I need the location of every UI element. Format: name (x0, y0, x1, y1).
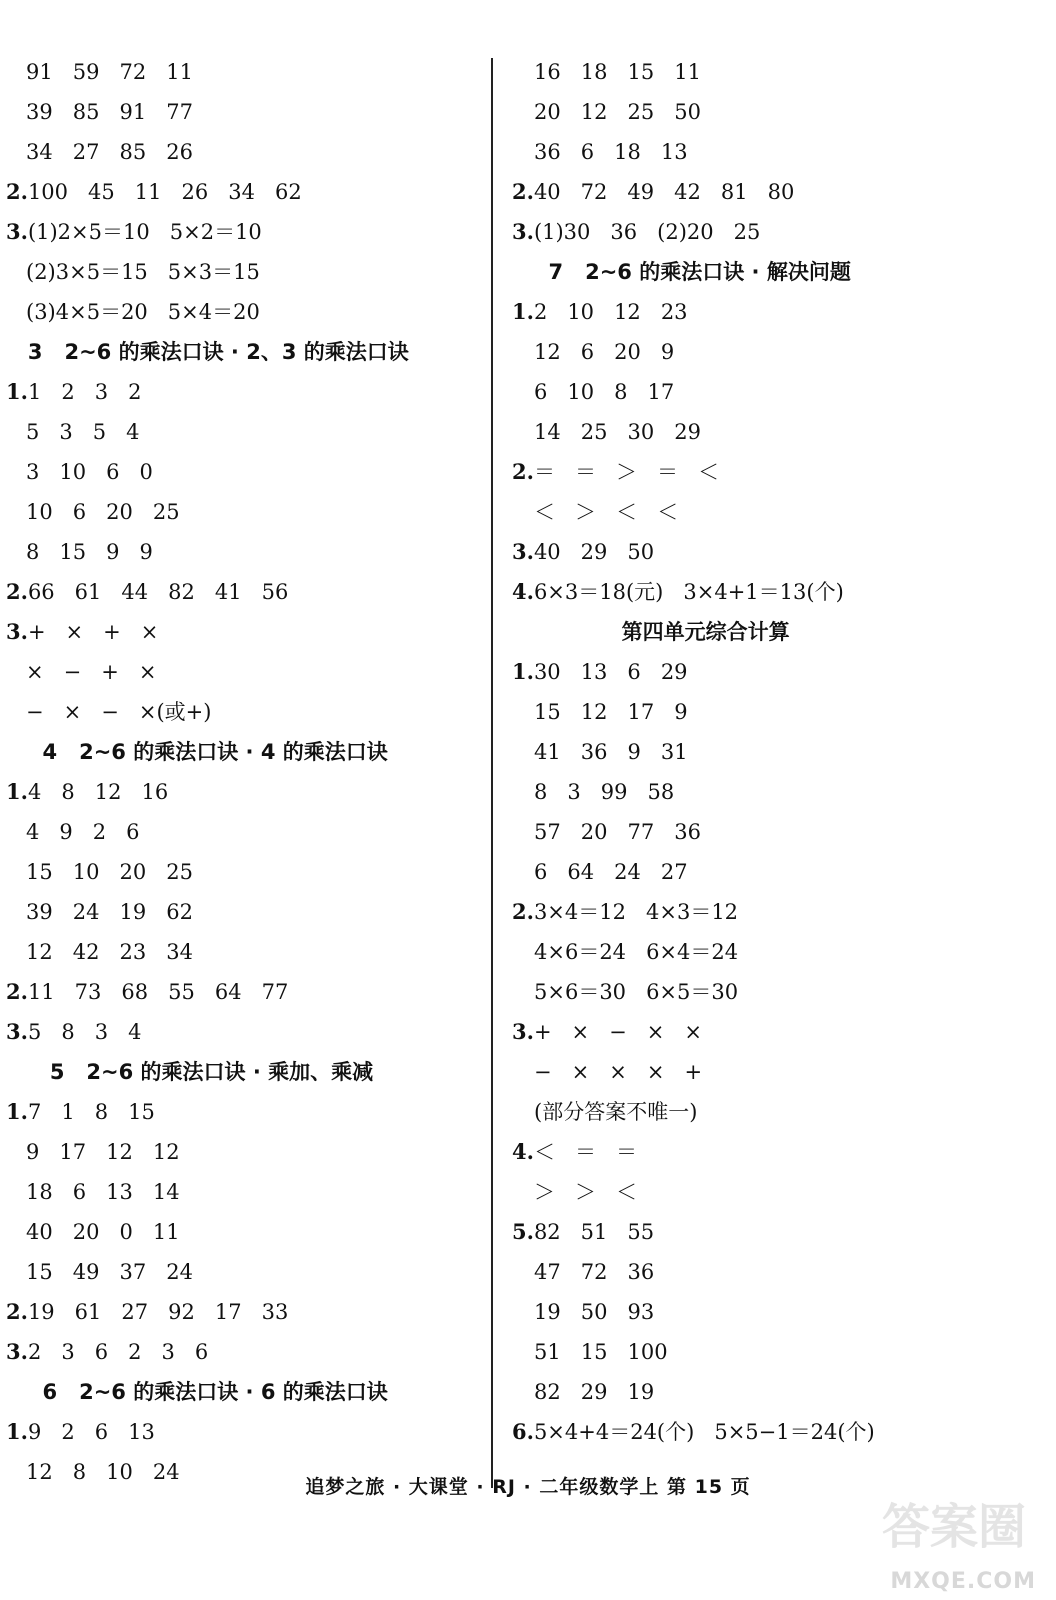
item-number: 1. (6, 779, 28, 804)
answer-row: 14 25 30 29 (534, 420, 701, 444)
item-number: 4. (512, 1139, 534, 1164)
answer-row: 40 20 0 11 (26, 1220, 180, 1244)
item-number: 2. (512, 179, 534, 204)
answer-item (512, 212, 1032, 252)
answer-row: 15 12 17 9 (534, 700, 688, 724)
section-heading: 4 2~6 的乘法口诀 · 4 的乘法口诀 (6, 740, 388, 764)
answer-item (6, 1332, 476, 1372)
answer-item (6, 1292, 476, 1332)
item-number: 4. (512, 579, 534, 604)
answer-item (6, 1092, 476, 1132)
answer-item (6, 1012, 476, 1052)
answer-item (512, 572, 1032, 612)
item-answers: 40 72 49 42 81 80 (533, 180, 795, 204)
section-heading: 7 2~6 的乘法口诀 · 解决问题 (512, 260, 851, 284)
item-answers: 2 3 6 2 3 6 (27, 1340, 209, 1364)
item-number: 2. (6, 179, 28, 204)
answer-item (6, 772, 476, 812)
answer-row: × − + × (26, 660, 157, 684)
item-answers: 9 2 6 13 (27, 1420, 155, 1444)
column-divider (491, 58, 493, 1488)
item-answers: 30 13 6 29 (533, 660, 688, 684)
answer-row: (2)3×5＝15 5×3＝15 (26, 260, 260, 284)
answer-row: 5×6＝30 6×5＝30 (534, 980, 739, 1004)
item-number: 5. (512, 1219, 534, 1244)
item-number: 3. (6, 1339, 28, 1364)
answer-row: 4×6＝24 6×4＝24 (534, 940, 739, 964)
answer-row: 20 12 25 50 (534, 100, 701, 124)
answer-row: 39 85 91 77 (26, 100, 193, 124)
item-answers: 5×4+4＝24(个) 5×5−1＝24(个) (533, 1420, 875, 1444)
answer-item (6, 212, 476, 252)
answer-row: ＜ ＞ ＜ ＜ (534, 500, 679, 524)
answer-row: 36 6 18 13 (534, 140, 688, 164)
item-answers: + × + × (27, 620, 159, 644)
item-number: 2. (6, 1299, 28, 1324)
item-number: 3. (512, 539, 534, 564)
answer-row: 4 9 2 6 (26, 820, 140, 844)
item-answers: ＝ ＝ ＞ ＝ ＜ (533, 460, 720, 484)
answer-row: 12 42 23 34 (26, 940, 193, 964)
item-number: 2. (6, 979, 28, 1004)
item-answers: + × − × × (533, 1020, 703, 1044)
item-answers: (1)2×5＝10 5×2＝10 (27, 220, 262, 244)
item-number: 2. (6, 579, 28, 604)
answer-row: 6 64 24 27 (534, 860, 688, 884)
answer-item (6, 612, 476, 652)
answer-row: 8 3 99 58 (534, 780, 675, 804)
answer-row: 91 59 72 11 (26, 60, 193, 84)
item-answers: 11 73 68 55 64 77 (27, 980, 289, 1004)
answer-row: 12 8 10 24 (26, 1460, 180, 1484)
item-answers: 1 2 3 2 (27, 380, 142, 404)
answer-row: (部分答案不唯一) (534, 1100, 698, 1124)
item-answers: (1)30 36 (2)20 25 (533, 220, 761, 244)
page-footer: 追梦之旅 · 大课堂 · RJ · 二年级数学上 第 15 页 (305, 1476, 751, 1498)
item-number: 3. (6, 1019, 28, 1044)
item-number: 1. (6, 379, 28, 404)
item-answers: 82 51 55 (533, 1220, 655, 1244)
answer-row: 39 24 19 62 (26, 900, 193, 924)
item-number: 6. (512, 1419, 534, 1444)
answer-row: 6 10 8 17 (534, 380, 675, 404)
item-answers: 7 1 8 15 (27, 1100, 155, 1124)
answer-row: 3 10 6 0 (26, 460, 153, 484)
answer-item (512, 172, 1032, 212)
item-answers: 40 29 50 (533, 540, 655, 564)
item-number: 1. (6, 1419, 28, 1444)
watermark-logo: 答案圈 (881, 1499, 1026, 1555)
answer-row: (3)4×5＝20 5×4＝20 (26, 300, 260, 324)
right-column (512, 52, 1032, 1452)
watermark (866, 1488, 1036, 1598)
item-number: 2. (512, 899, 534, 924)
section-heading: 第四单元综合计算 (512, 620, 790, 644)
answer-row: 8 15 9 9 (26, 540, 153, 564)
answer-item (6, 372, 476, 412)
item-number: 3. (512, 219, 534, 244)
answer-row: − × × × + (534, 1060, 703, 1084)
answer-row: 19 50 93 (534, 1300, 655, 1324)
answer-item (6, 572, 476, 612)
answer-item (512, 1412, 1032, 1452)
item-number: 2. (512, 459, 534, 484)
answer-row: 51 15 100 (534, 1340, 668, 1364)
answer-row: 41 36 9 31 (534, 740, 688, 764)
answer-item (6, 172, 476, 212)
item-number: 3. (6, 619, 28, 644)
answer-row: 9 17 12 12 (26, 1140, 180, 1164)
answer-row: 57 20 77 36 (534, 820, 701, 844)
section-heading: 3 2~6 的乘法口诀 · 2、3 的乘法口诀 (6, 340, 409, 364)
answer-row: ＞ ＞ ＜ (534, 1180, 638, 1204)
section-heading: 6 2~6 的乘法口诀 · 6 的乘法口诀 (6, 1380, 388, 1404)
item-answers: 2 10 12 23 (533, 300, 688, 324)
answer-item (512, 1132, 1032, 1172)
answer-row: 16 18 15 11 (534, 60, 701, 84)
answer-row: 10 6 20 25 (26, 500, 180, 524)
left-column (6, 52, 476, 1492)
answer-row: 15 10 20 25 (26, 860, 193, 884)
item-answers: 4 8 12 16 (27, 780, 169, 804)
answer-row: 34 27 85 26 (26, 140, 193, 164)
item-answers: 100 45 11 26 34 62 (27, 180, 302, 204)
answer-item (6, 972, 476, 1012)
item-answers: 5 8 3 4 (27, 1020, 142, 1044)
answer-row: 5 3 5 4 (26, 420, 140, 444)
item-answers: 6×3＝18(元) 3×4+1＝13(个) (533, 580, 844, 604)
answer-row: − × − ×(或+) (26, 700, 212, 724)
item-answers: 19 61 27 92 17 33 (27, 1300, 289, 1324)
answer-item (512, 1012, 1032, 1052)
watermark-text: MXQE.COM (890, 1569, 1036, 1594)
answer-item (6, 1412, 476, 1452)
item-answers: 66 61 44 82 41 56 (27, 580, 289, 604)
answer-item (512, 452, 1032, 492)
answer-row: 18 6 13 14 (26, 1180, 180, 1204)
item-number: 1. (6, 1099, 28, 1124)
item-answers: 3×4＝12 4×3＝12 (533, 900, 739, 924)
answer-row: 12 6 20 9 (534, 340, 675, 364)
answer-row: 15 49 37 24 (26, 1260, 193, 1284)
answer-item (512, 652, 1032, 692)
section-heading: 5 2~6 的乘法口诀 · 乘加、乘减 (6, 1060, 374, 1084)
answer-item (512, 892, 1032, 932)
answer-row: 82 29 19 (534, 1380, 655, 1404)
item-number: 3. (6, 219, 28, 244)
answer-item (512, 532, 1032, 572)
item-number: 1. (512, 659, 534, 684)
item-answers: ＜ ＝ ＝ (533, 1140, 637, 1164)
answer-row: 47 72 36 (534, 1260, 655, 1284)
answer-item (512, 1212, 1032, 1252)
item-number: 3. (512, 1019, 534, 1044)
item-number: 1. (512, 299, 534, 324)
answer-item (512, 292, 1032, 332)
